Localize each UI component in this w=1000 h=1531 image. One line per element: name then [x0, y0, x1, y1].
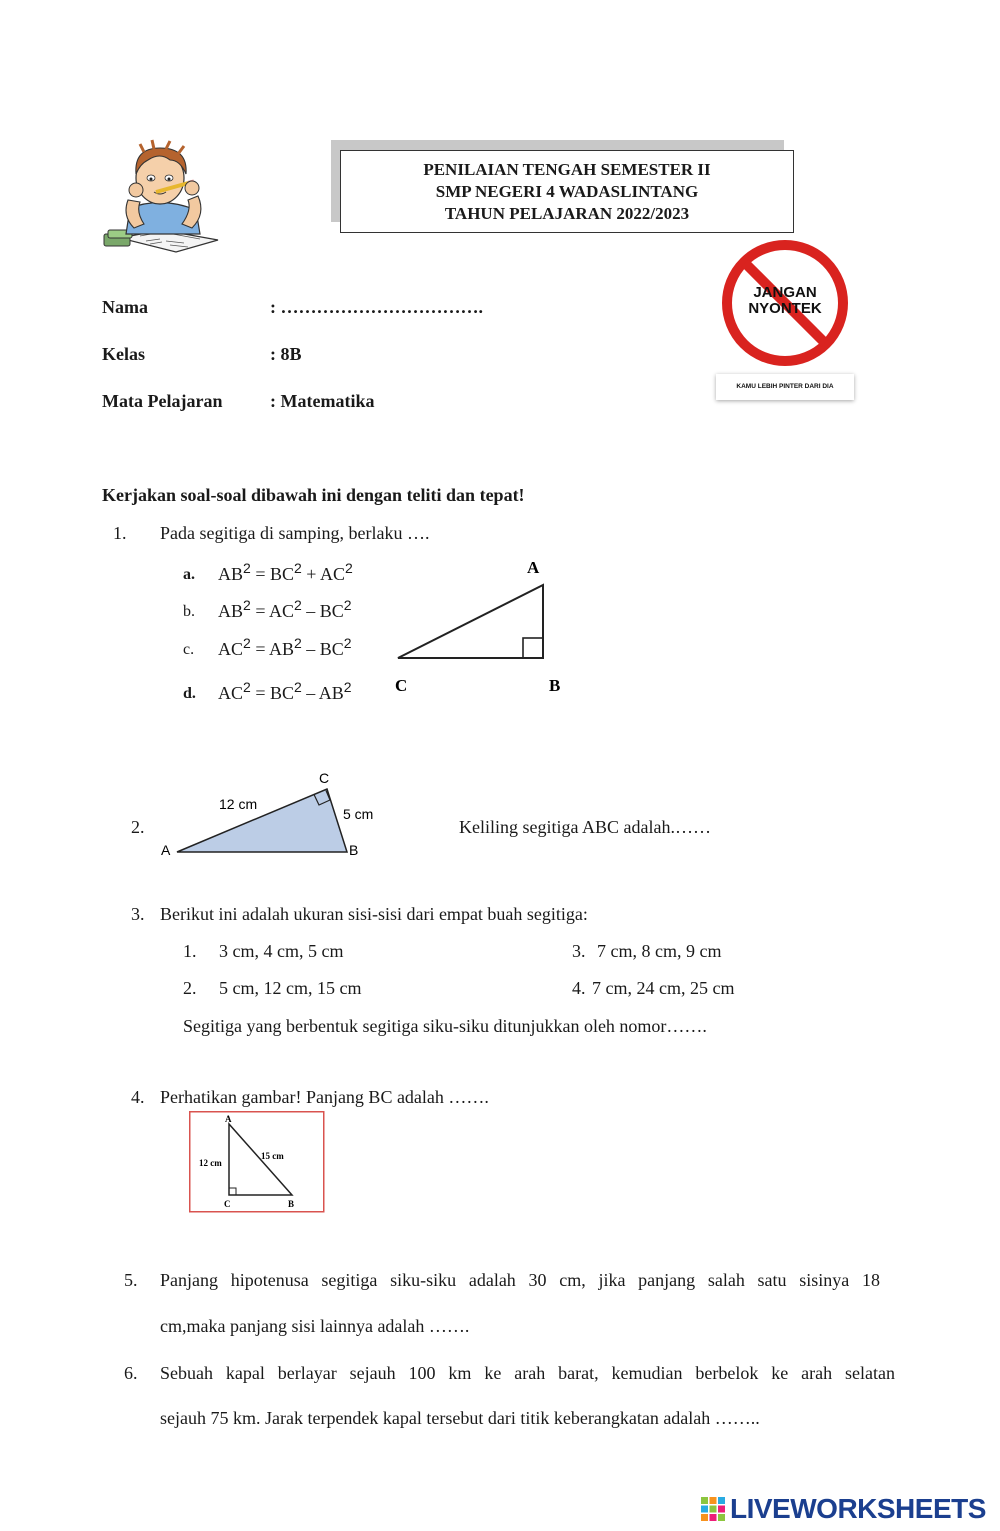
q2-vertex-a: A: [161, 842, 171, 858]
q1-option-c-letter[interactable]: c.: [183, 641, 195, 658]
q1-option-c[interactable]: $AC^2 = AB^2 - BC^2$: [218, 635, 352, 659]
q1-vertex-c: C: [395, 676, 408, 695]
q3-item-4-number: 4.: [572, 978, 586, 998]
q1-vertex-a: A: [527, 558, 540, 577]
liveworksheets-logo: [700, 1493, 986, 1525]
q1-vertex-b: B: [549, 676, 561, 695]
q4-triangle-figure: [189, 1111, 325, 1213]
name-field[interactable]: : …………………………….: [270, 297, 483, 317]
q2-vertex-b: B: [349, 842, 359, 858]
q3-item-1-number: 1.: [183, 941, 197, 961]
q1-option-a[interactable]: $AB^2 = BC^2 + AC^2$: [218, 560, 353, 584]
subject-label: Mata Pelajaran: [102, 391, 223, 411]
q2-vertex-c: C: [319, 770, 330, 786]
q6-text-line1: Sebuah kapal berlayar sejauh 100 km ke arah barat, kemudian berbelok ke arah selatan: [160, 1363, 895, 1383]
no-cheating-sign: [712, 236, 858, 406]
q4-side-ac-label: 12 cm: [199, 1158, 222, 1168]
instruction-text: Kerjakan soal-soal dibawah ini dengan teliti dan tepat!: [102, 485, 525, 505]
q3-item-2-number: 2.: [183, 978, 197, 998]
subject-value: : Matematika: [270, 391, 375, 411]
q3-item-2: 5 cm, 12 cm, 15 cm: [219, 978, 362, 998]
q6-number: 6.: [124, 1363, 138, 1383]
q3-number: 3.: [131, 904, 145, 924]
q1-option-d[interactable]: $AC^2 = BC^2 - AB^2$: [218, 679, 352, 703]
q3-item-1: 3 cm, 4 cm, 5 cm: [219, 941, 344, 961]
q1-option-d-letter[interactable]: d.: [183, 685, 196, 702]
q2-number: 2.: [131, 817, 145, 837]
q3-text: Berikut ini adalah ukuran sisi-sisi dari empat buah segitiga:: [160, 904, 588, 924]
q4-vertex-b: B: [288, 1199, 295, 1209]
q1-option-a-letter[interactable]: a.: [183, 566, 195, 583]
q5-number: 5.: [124, 1270, 138, 1290]
q1-triangle-figure: [380, 555, 580, 700]
q6-text-line2: sejauh 75 km. Jarak terpendek kapal tersebut dari titik keberangkatan adalah ……..: [160, 1408, 760, 1428]
school-year: TAHUN PELAJARAN 2022/2023: [444, 203, 690, 223]
q3-item-4: 7 cm, 24 cm, 25 cm: [592, 978, 735, 998]
q4-number: 4.: [131, 1087, 145, 1107]
liveworksheets-icon: [700, 1496, 726, 1522]
name-label: Nama: [102, 297, 148, 317]
q1-number: 1.: [113, 523, 127, 543]
school-name: SMP NEGERI 4 WADASLINTANG: [435, 181, 699, 201]
q3-closing-text: Segitiga yang berbentuk segitiga siku-siku ditunjukkan oleh nomor…….: [183, 1016, 707, 1036]
q1-option-b-letter[interactable]: b.: [183, 603, 195, 620]
q3-item-3-number: 3.: [572, 941, 586, 961]
q5-text-line1: Panjang hipotenusa segitiga siku-siku adalah 30 cm, jika panjang salah satu sisinya 18: [160, 1270, 880, 1290]
class-value: : 8B: [270, 344, 302, 364]
q5-text-line2: cm,maka panjang sisi lainnya adalah …….: [160, 1316, 470, 1336]
student-studying-illustration: [100, 138, 224, 260]
q2-triangle-figure: [155, 767, 385, 862]
exam-title: PENILAIAN TENGAH SEMESTER II: [423, 159, 711, 179]
q4-vertex-c: C: [224, 1199, 231, 1209]
q4-vertex-a: A: [225, 1114, 232, 1124]
q1-right-angle-mark: [523, 638, 543, 658]
sign-text-line1: JANGAN: [753, 284, 817, 301]
sign-text-line2: NYONTEK: [748, 300, 822, 317]
q2-triangle: [177, 789, 347, 852]
q1-text: Pada segitiga di samping, berlaku ….: [160, 523, 430, 543]
sign-caption: KAMU LEBIH PINTER DARI DIA: [716, 374, 854, 400]
q1-triangle: [398, 585, 543, 658]
q4-text: Perhatikan gambar! Panjang BC adalah …….: [160, 1087, 489, 1107]
q2-side-cb-label: 5 cm: [343, 806, 374, 822]
q1-option-b[interactable]: $AB^2 = AC^2 - BC^2$: [218, 597, 352, 621]
class-label: Kelas: [102, 344, 145, 364]
q2-side-ac-label: 12 cm: [219, 796, 258, 812]
q4-side-ab-label: 15 cm: [261, 1151, 284, 1161]
q2-text: Keliling segitiga ABC adalah.……: [459, 817, 711, 837]
liveworksheets-text: LIVEWORKSHEETS: [730, 1493, 986, 1524]
q3-item-3: 7 cm, 8 cm, 9 cm: [597, 941, 722, 961]
exam-header-box: [340, 150, 794, 233]
